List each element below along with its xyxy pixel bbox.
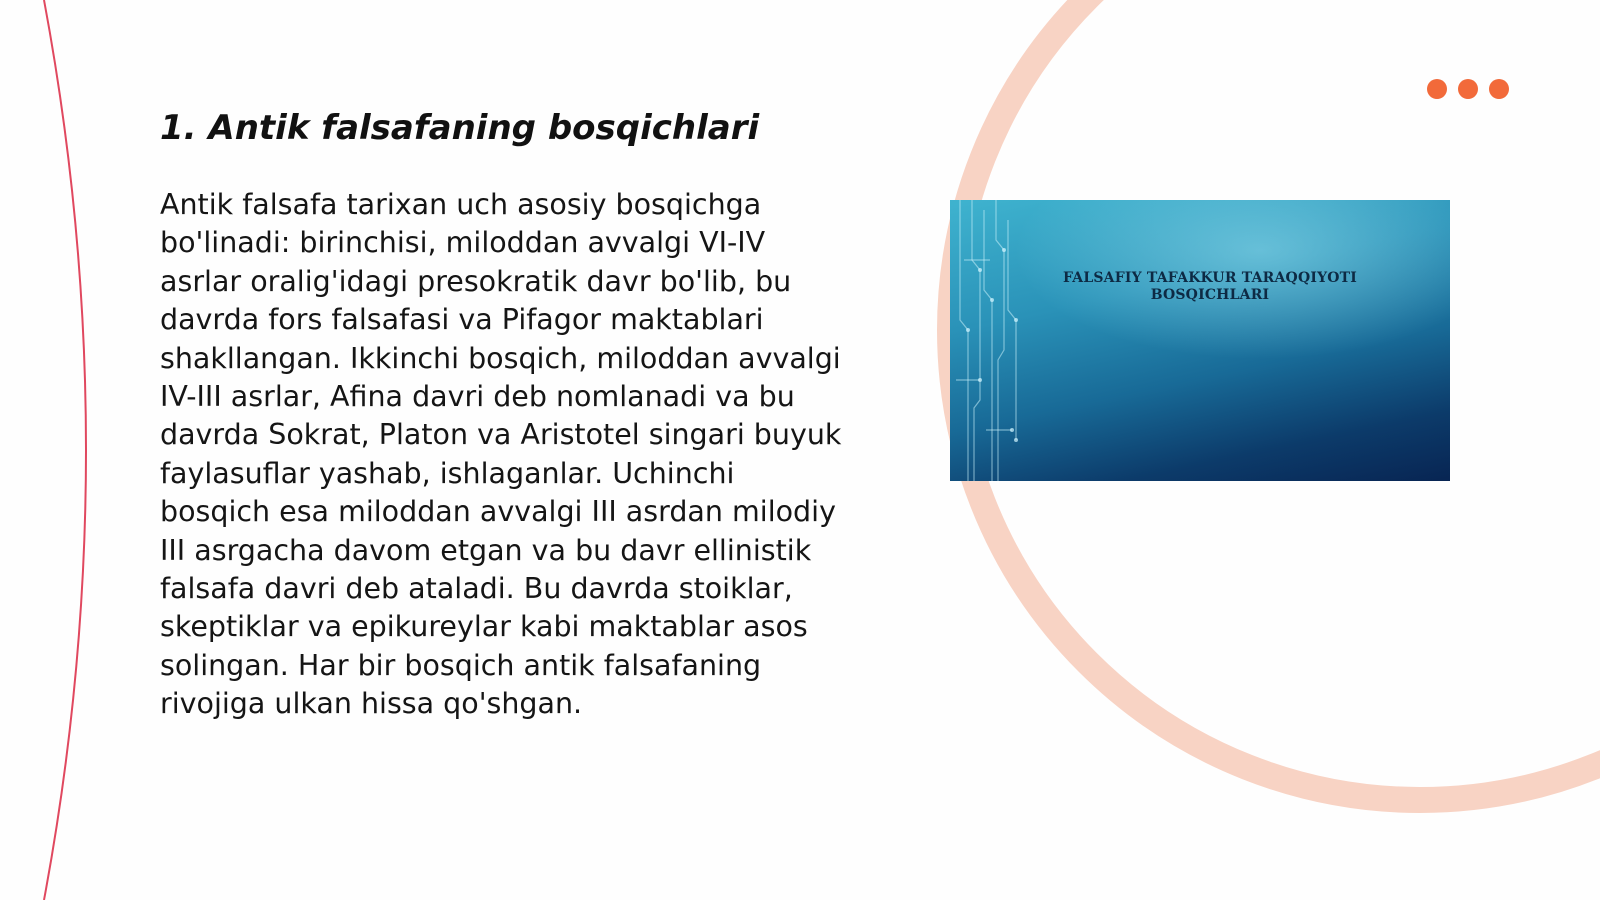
slide-body-text: Antik falsafa tarixan uch asosiy bosqichga bo'linadi: birinchisi, miloddan avvalgi VI-IV asrlar oralig'idagi presokratik davr bo'lib, bu davrda fors falsafasi va Pifagor maktablari shakllangan. Ikkinchi bosqich, miloddan avvalgi IV-III asrlar, Afina davri deb nomlanadi va bu davrda Sokrat, Platon va Aristotel singari buyuk faylasuflar yashab, ishlaganlar. Uchinchi bosqich esa miloddan avvalgi III asrdan milodiy III asrgacha davom etgan va bu davr ellinistik falsafa davri deb ataladi. Bu davrda stoiklar, skeptiklar va epikureylar kabi maktablar asos solingan. Har bir bosqich antik falsafaning rivojiga ulkan hissa qo'shgan. [160,188,842,721]
dot-icon [1427,79,1447,99]
picture-caption [990,270,1430,304]
three-dots-icon [1427,79,1509,99]
picture-caption-line: FALSAFIY TAFAKKUR TARAQQIYOTI [1062,270,1358,286]
left-curve-line [44,0,86,900]
circuit-pattern-icon [950,200,1040,481]
picture-caption-line: BOSQICHLARI [1150,287,1270,303]
slide-picture [950,200,1450,481]
slide-title: 1. Antik falsafaning bosqichlari [160,108,760,148]
dot-icon [1458,79,1478,99]
dot-icon [1489,79,1509,99]
